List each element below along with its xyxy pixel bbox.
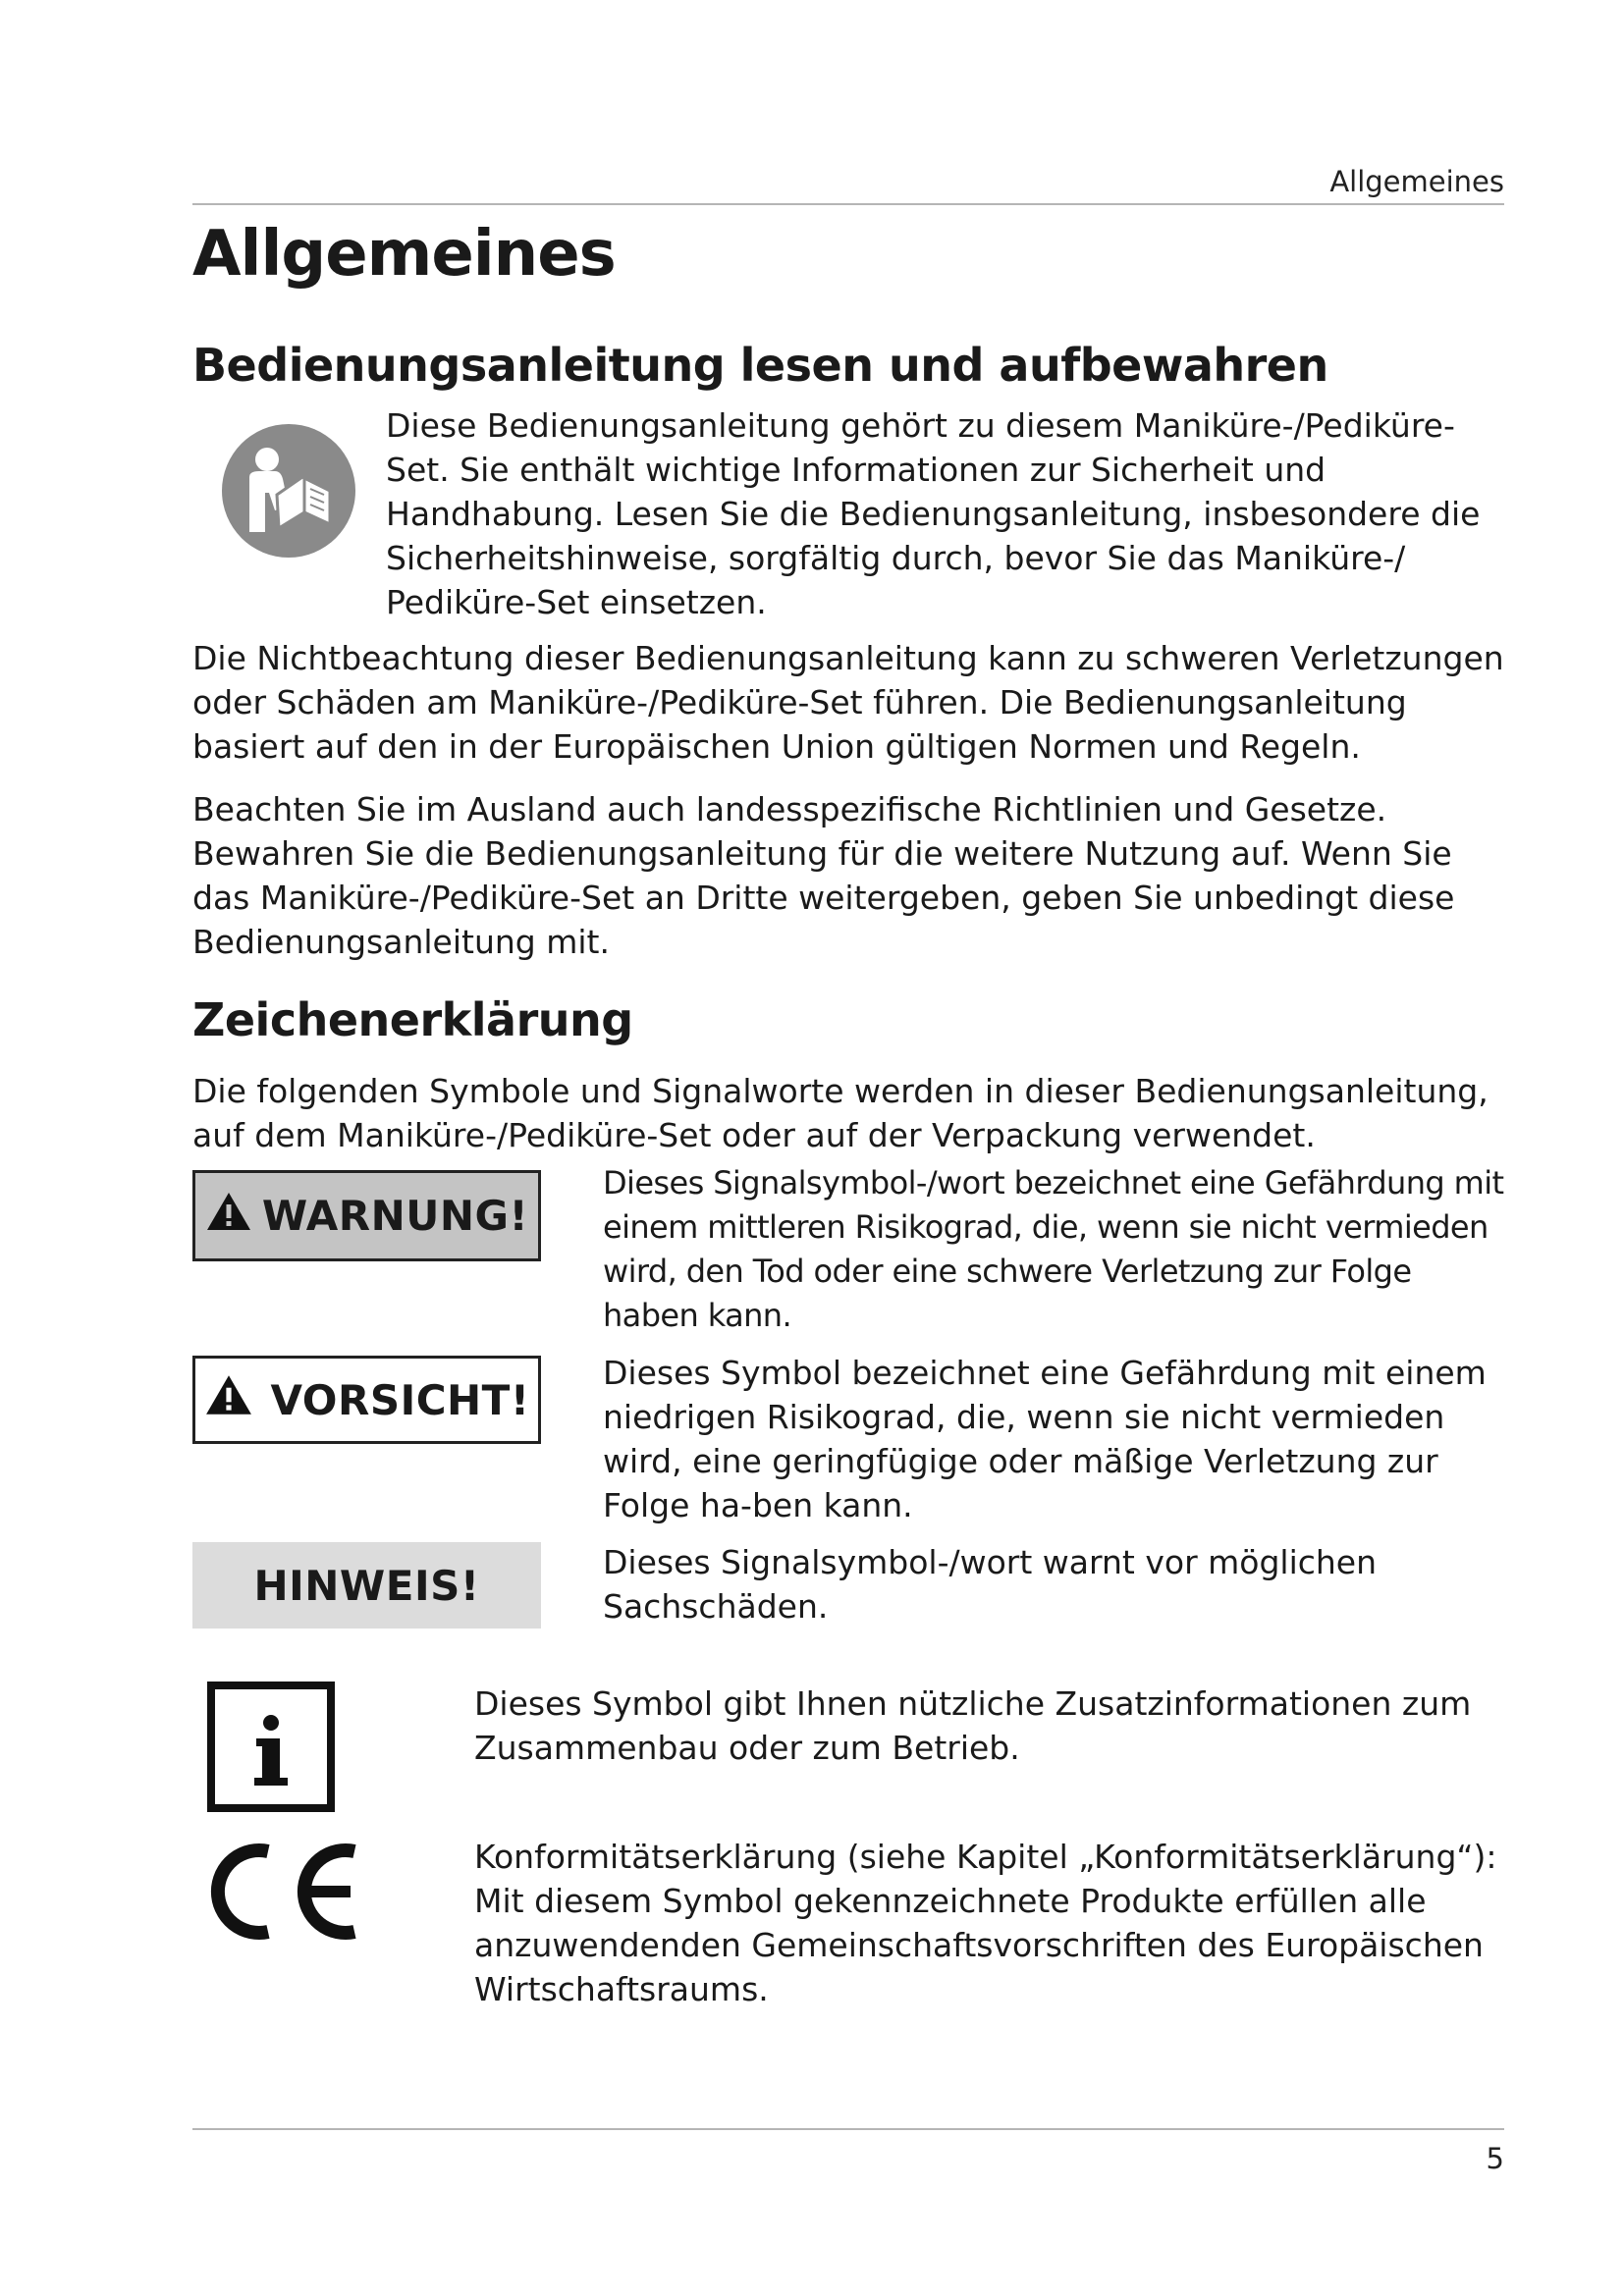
page-number: 5 <box>1486 2142 1504 2175</box>
caution-label: VORSICHT! <box>270 1375 530 1424</box>
notice-label: HINWEIS! <box>253 1561 480 1610</box>
intro-paragraph: Diese Bedienungsanleitung gehört zu diesem Maniküre-/Pediküre-Set. Sie enthält wichtige Informationen zur Sicherheit und Handhabung. Lesen Sie die Bedienungsanleitung, insbesondere die Sicherheitshinweise, sorgfältig durch, bevor Sie das Maniküre-/ Pediküre-Set einsetzen. <box>386 406 1481 621</box>
info-icon <box>207 1682 335 1812</box>
caution-description: Dieses Symbol bezeichnet eine Gefährdung mit einem niedrigen Risikograd, die, wenn sie nicht vermieden wird, eine geringfügige oder mäßige Verletzung zur Folge ha-ben kann. <box>603 1354 1487 1524</box>
warning-signal-box <box>192 1170 541 1261</box>
read-manual-icon <box>220 422 357 560</box>
info-description: Dieses Symbol gibt Ihnen nützliche Zusatzinformationen zum Zusammenbau oder zum Betrieb. <box>474 1684 1472 1767</box>
body-paragraph-consequences: Die Nichtbeachtung dieser Bedienungsanleitung kann zu schweren Verletzungen oder Schäden am Maniküre-/Pediküre-Set führen. Die Bedienungsanleitung basiert auf den in der Europäischen Union gültigen Normen und Regeln. <box>192 639 1504 766</box>
warning-description: Dieses Signalsymbol-/wort bezeichnet eine Gefährdung mit einem mittleren Risikograd, die, wenn sie nicht vermieden wird, den Tod oder eine schwere Verletzung zur Folge haben kann. <box>603 1164 1504 1334</box>
warning-triangle-icon <box>204 1373 253 1426</box>
notice-signal-box <box>192 1542 541 1629</box>
ce-mark-icon <box>207 1838 364 1946</box>
signs-intro-paragraph: Die folgenden Symbole und Signalworte werden in dieser Bedienungsanleitung, auf dem Maniküre-/Pediküre-Set oder auf der Verpackung verwendet. <box>192 1072 1489 1154</box>
ce-description: Konformitätserklärung (siehe Kapitel „Konformitätserklärung“): Mit diesem Symbol gekennzeichnete Produkte erfüllen alle anzuwendenden Gemeinschaftsvorschriften des Europäischen Wirtschaftsraums. <box>474 1838 1497 2008</box>
running-header: Allgemeines <box>1329 165 1504 198</box>
section-heading-read: Bedienungsanleitung lesen und aufbewahren <box>192 339 1328 392</box>
header-divider <box>192 203 1504 205</box>
caution-signal-box <box>192 1356 541 1444</box>
warning-triangle-icon <box>205 1191 252 1242</box>
section-heading-signs: Zeichenerklärung <box>192 993 633 1046</box>
warning-label: WARNUNG! <box>261 1192 529 1240</box>
page-title: Allgemeines <box>192 218 616 291</box>
body-paragraph-abroad: Beachten Sie im Ausland auch landesspezifische Richtlinien und Gesetze. Bewahren Sie die Bedienungsanleitung für die weitere Nutzung auf. Wenn Sie das Maniküre-/Pediküre-Set an Dritte weitergeben, geben Sie unbedingt diese Bedienungsanleitung mit. <box>192 790 1455 961</box>
footer-divider <box>192 2128 1504 2130</box>
notice-description: Dieses Signalsymbol-/wort warnt vor möglichen Sachschäden. <box>603 1543 1378 1626</box>
